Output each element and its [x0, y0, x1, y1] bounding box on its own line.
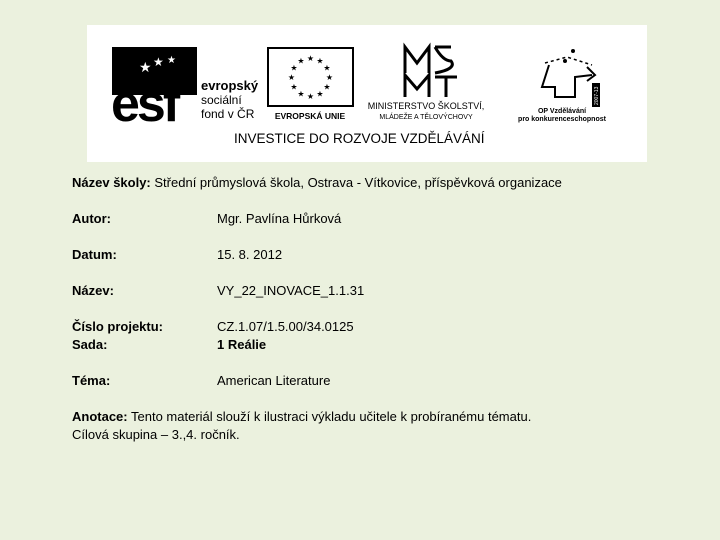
esf-star-icon: ★: [153, 55, 164, 69]
eu-star-icon: ★: [297, 56, 305, 66]
topic-label: Téma:: [72, 373, 111, 388]
msmt-line2: MLÁDEŽE A TĚLOVÝCHOVY: [379, 114, 473, 121]
annotation-line1: Tento materiál slouží k ilustraci výkladu učitele k probíranému tématu.: [131, 409, 532, 424]
eu-star-icon: ★: [306, 92, 315, 101]
name-label: Název:: [72, 283, 114, 298]
eu-star-icon: ★: [306, 54, 315, 63]
op-line1: OP Vzdělávání: [537, 108, 587, 115]
eu-star-icon: ★: [325, 73, 334, 82]
project-label: Číslo projektu:: [72, 319, 164, 334]
author-row: [72, 210, 692, 228]
author-value: Mgr. Pavlína Hůrková: [217, 211, 342, 226]
eu-star-icon: ★: [290, 82, 298, 92]
msmt-logo: [368, 47, 485, 121]
msmt-line1: MINISTERSTVO ŠKOLSTVÍ,: [367, 101, 485, 111]
eu-star-icon: ★: [297, 89, 305, 99]
eu-star-icon: ★: [323, 82, 331, 92]
topic-value: American Literature: [217, 373, 331, 388]
eu-star-icon: ★: [290, 63, 298, 73]
annotation-row: [72, 408, 692, 426]
name-row: [72, 282, 692, 300]
school-label: Název školy:: [72, 175, 151, 190]
esf-star-icon: ★: [167, 55, 176, 66]
op-vertical: 2007-13: [594, 86, 600, 105]
topic-row: [72, 372, 692, 390]
document-info: [72, 174, 692, 444]
eu-star-icon: ★: [316, 56, 324, 66]
date-value: 15. 8. 2012: [217, 247, 283, 262]
author-label: Autor:: [72, 211, 111, 226]
project-value: CZ.1.07/1.5.00/34.0125: [217, 319, 354, 334]
esf-logo: [111, 47, 259, 133]
set-value: 1 Reálie: [217, 337, 267, 352]
esf-mark: esf: [111, 75, 178, 133]
set-label: Sada:: [72, 337, 108, 352]
esf-line3: fond v ČR: [201, 107, 255, 121]
name-value: VY_22_INOVACE_1.1.31: [217, 283, 365, 298]
eu-flag-logo: [268, 48, 353, 121]
op-logo: [518, 49, 607, 123]
annotation-line2: Cílová skupina – 3.,4. ročník.: [72, 427, 240, 442]
eu-star-icon: ★: [316, 89, 324, 99]
annotation-label: Anotace:: [72, 409, 128, 424]
eu-star-icon: ★: [287, 73, 296, 82]
esf-line2: sociální: [201, 93, 242, 107]
eu-caption: EVROPSKÁ UNIE: [274, 111, 346, 121]
esf-star-icon: ★: [139, 60, 152, 76]
op-line2: pro konkurenceschopnost: [518, 116, 606, 123]
esf-line1: evropský: [201, 78, 259, 93]
set-row: [72, 336, 692, 354]
school-row: [72, 174, 692, 192]
date-label: Datum:: [72, 247, 117, 262]
logo-banner-graphics: [87, 25, 647, 162]
school-value: Střední průmyslová škola, Ostrava - Vítkovice, příspěvková organizace: [154, 175, 562, 190]
date-row: [72, 246, 692, 264]
project-row: [72, 318, 692, 336]
eu-star-icon: ★: [323, 63, 331, 73]
banner-slogan: INVESTICE DO ROZVOJE VZDĚLÁVÁNÍ: [234, 131, 485, 146]
annotation-row-2: [72, 426, 692, 444]
logo-banner: [87, 25, 647, 162]
